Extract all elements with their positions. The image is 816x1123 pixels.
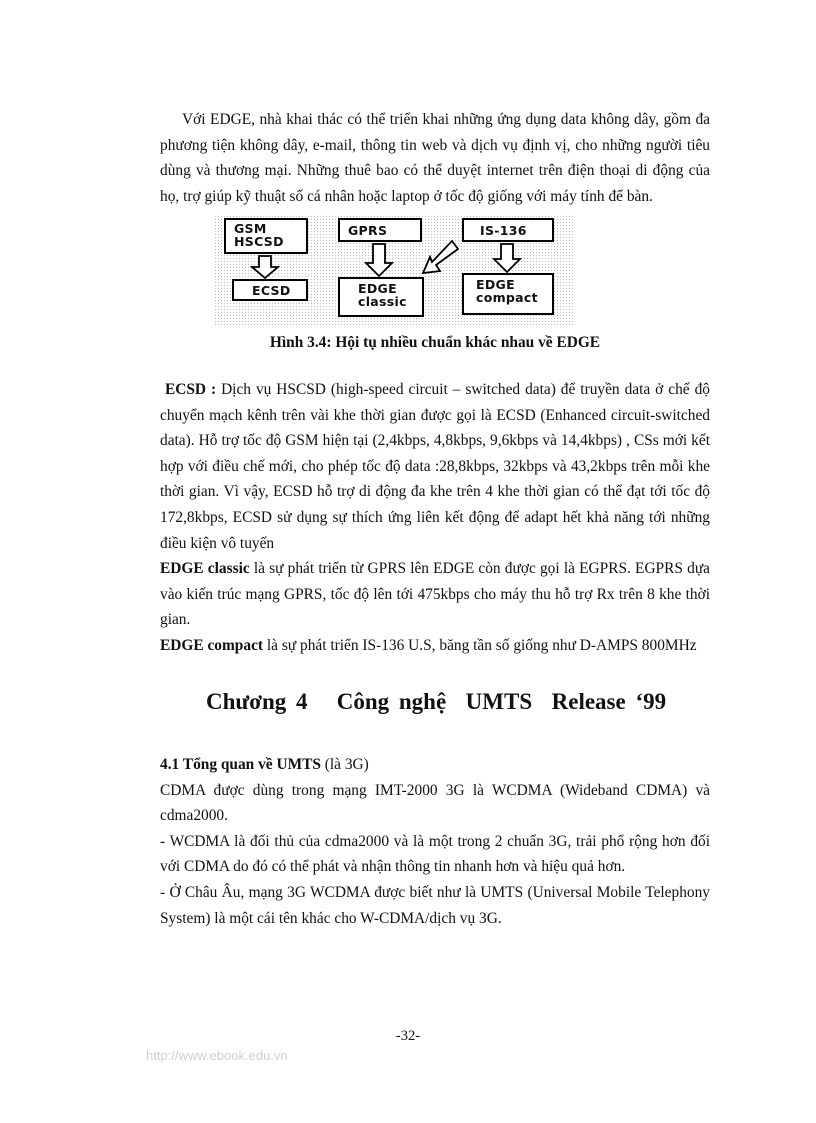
section-heading-bold: 4.1 Tổng quan về UMTS [160, 756, 321, 774]
edge-classic-label-2: classic [358, 294, 407, 310]
gprs-label: GPRS [348, 223, 388, 239]
edge-compact-text: là sự phát triển IS-136 U.S, băng tần số giống như D-AMPS 800MHz [263, 636, 697, 654]
edge-convergence-figure [214, 215, 574, 327]
page-number: -32- [395, 1028, 421, 1044]
edge-classic-label-1: EDGE [358, 281, 397, 297]
edge-classic-paragraph [160, 556, 710, 633]
section-heading [160, 752, 710, 778]
chapter-title: Chương 4 Công nghệ UMTS Release ‘99 [206, 688, 667, 714]
ecsd-paragraph [160, 377, 710, 556]
edge-compact-label-1: EDGE [476, 277, 515, 293]
figure-caption: Hình 3.4: Hội tụ nhiều chuẩn khác nhau về EDGE [269, 334, 601, 352]
edge-compact-paragraph [160, 633, 710, 659]
ecsd-term: ECSD : [164, 380, 217, 398]
document-page [160, 107, 710, 931]
section-paragraph-3: - Ở Châu Âu, mạng 3G WCDMA được biết như là UMTS (Universal Mobile Telephony System) là một cái tên khác cho W-CDMA/dịch vụ 3G. [160, 884, 710, 927]
down-arrow-icon [494, 244, 520, 272]
intro-paragraph: Với EDGE, nhà khai thác có thể triển khai những ứng dụng data không dây, gồm đa phương tiện không dây, e-mail, thông tin web và dịch vụ định vị, cho những người tiêu dùng và thương mại. Những thuê bao có thể duyệt internet trên điện thoại di động của họ, trợ giúp kỹ thuật số cá nhân hoặc laptop ở tốc độ giống với máy tính để bàn. [160, 111, 710, 205]
ecsd-text: Dịch vụ HSCSD (high-speed circuit – switched data) để truyền data ở chế độ chuyển mạch kênh trên vài khe thời gian được gọi là ECSD (Enhanced circuit-switched data). Hỗ trợ tốc độ GSM hiện tại (2,4kbps, 4,8kbps, 9,6kbps và 14,4kbps) , CSs mới kết hợp với điều chế mới, cho phép tốc độ data :28,8kbps, 32kbps và 43,2kbps trên mỗi khe thời gian. Vì vậy, ECSD hỗ trợ di động đa khe trên 4 khe thời gian có thể đạt tới tốc độ 172,8kbps, ECSD sử dụng sự thích ứng liên kết động để adapt hết khả năng tới những điều kiện vô tuyến [160, 380, 710, 552]
down-arrow-icon [252, 256, 278, 278]
gsm-label: GSM [234, 221, 267, 237]
figure-arrows [214, 215, 574, 327]
watermark-url: http://www.ebook.edu.vn [146, 1048, 288, 1063]
edge-classic-text: là sự phát triển từ GPRS lên EDGE còn được gọi là EGPRS. EGPRS dựa vào kiến trúc mạng GPRS, tốc độ lên tới 475kbps cho máy thu hỗ trợ Rx trên 8 khe thời gian. [160, 560, 710, 629]
hscsd-label: HSCSD [234, 234, 284, 250]
edge-compact-term: EDGE compact [160, 636, 264, 654]
diagonal-arrow-icon [423, 241, 458, 273]
edge-classic-term: EDGE classic [160, 560, 250, 578]
section-paragraph-2: - WCDMA là đối thủ của cdma2000 và là một trong 2 chuẩn 3G, trải phổ rộng hơn đối với CDMA do đó có thể phát và nhận thông tin nhanh hơn và hiệu quả hơn. [160, 832, 710, 876]
section-heading-suffix: (là 3G) [320, 756, 369, 774]
is136-label: IS-136 [480, 223, 527, 239]
down-arrow-icon [366, 244, 392, 276]
section-paragraph-1: CDMA được dùng trong mạng IMT-2000 3G là WCDMA (Wideband CDMA) và cdma2000. [160, 781, 710, 825]
ecsd-label: ECSD [252, 283, 291, 299]
edge-compact-label-2: compact [476, 290, 538, 306]
